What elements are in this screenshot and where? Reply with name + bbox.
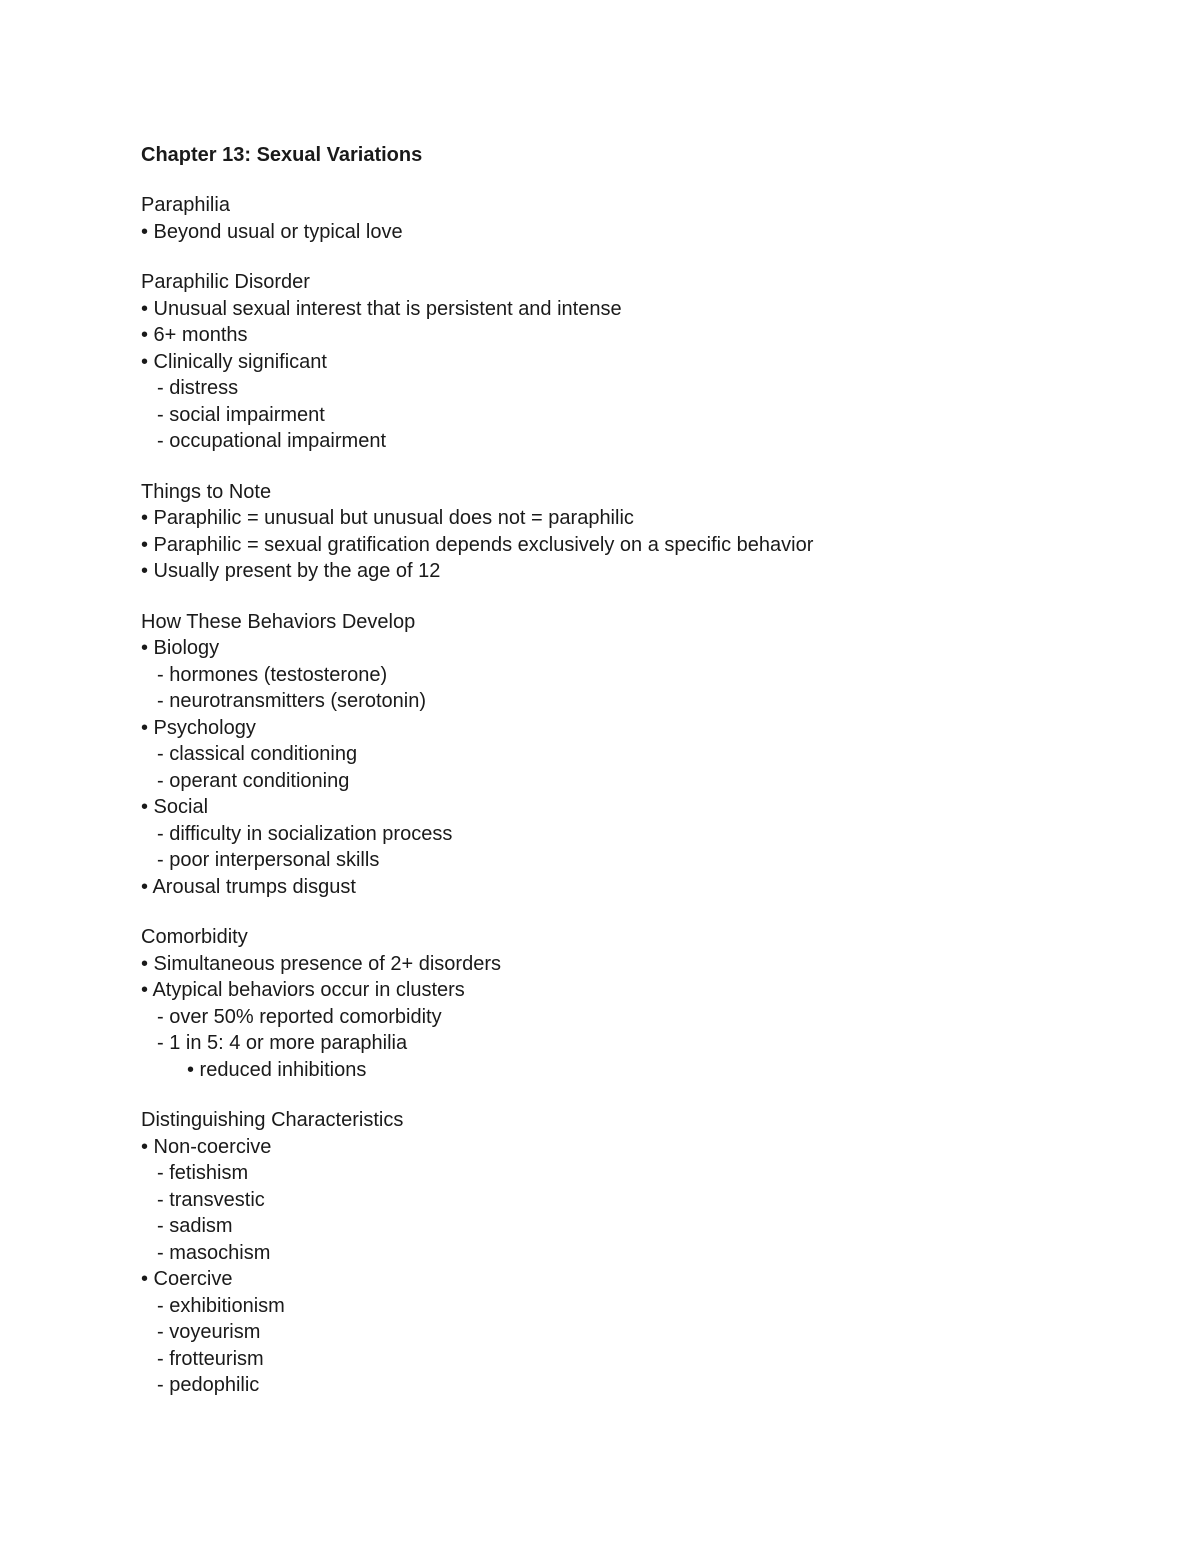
section <box>141 924 1101 1083</box>
sub-item: - poor interpersonal skills <box>157 849 380 871</box>
sub-item: - voyeurism <box>157 1321 261 1343</box>
bullet-item: • Social <box>141 796 209 818</box>
section-heading: How These Behaviors Develop <box>141 610 416 633</box>
bullet-item: • Clinically significant <box>141 350 327 373</box>
sub-item: - exhibitionism <box>157 1294 285 1317</box>
section-heading: Paraphilic Disorder <box>141 271 310 293</box>
sub-item: - transvestic <box>157 1188 265 1211</box>
sub-item: - classical conditioning <box>157 743 358 765</box>
section <box>141 479 1101 585</box>
bullet-item: • Biology <box>141 637 220 659</box>
section <box>141 609 1101 901</box>
bullet-item: • Unusual sexual interest that is persistent and intense <box>141 297 622 320</box>
bullet-item: • Arousal trumps disgust <box>141 875 356 898</box>
section-heading: Distinguishing Characteristics <box>141 1109 404 1131</box>
section-heading: Comorbidity <box>141 926 248 948</box>
bullet-item: • 6+ months <box>141 324 248 346</box>
bullet-item: • Atypical behaviors occur in clusters <box>141 979 465 1001</box>
section-heading: Things to Note <box>141 480 272 503</box>
sub-item: - operant conditioning <box>157 769 350 792</box>
document-sections <box>141 192 1101 1399</box>
sub-item: - hormones (testosterone) <box>157 663 388 686</box>
sub-item: - masochism <box>157 1241 271 1264</box>
sub-item: - distress <box>157 377 239 399</box>
sub-item: - difficulty in socialization process <box>157 822 453 845</box>
bullet-item: • Coercive <box>141 1268 233 1290</box>
bullet-item: • Non-coercive <box>141 1135 272 1158</box>
sub-sub-item: • reduced inhibitions <box>187 1058 367 1081</box>
section <box>141 1107 1101 1399</box>
sub-item: - fetishism <box>157 1162 249 1184</box>
sub-item: - over 50% reported comorbidity <box>157 1005 442 1028</box>
bullet-item: • Psychology <box>141 716 256 739</box>
section-heading: Paraphilia <box>141 194 230 216</box>
bullet-item: • Paraphilic = sexual gratification depends exclusively on a specific behavior <box>141 533 814 556</box>
sub-item: - frotteurism <box>157 1347 264 1370</box>
section <box>141 269 1101 455</box>
sub-item: - pedophilic <box>157 1374 260 1396</box>
sub-item: - social impairment <box>157 403 325 426</box>
sub-item: - neurotransmitters (serotonin) <box>157 690 426 712</box>
document-page <box>141 140 1101 1423</box>
section <box>141 192 1101 245</box>
sub-item: - 1 in 5: 4 or more paraphilia <box>157 1032 408 1054</box>
document-title: Chapter 13: Sexual Variations <box>141 144 423 166</box>
bullet-item: • Beyond usual or typical love <box>141 220 403 243</box>
bullet-item: • Usually present by the age of 12 <box>141 560 441 582</box>
sub-item: - sadism <box>157 1215 233 1237</box>
bullet-item: • Simultaneous presence of 2+ disorders <box>141 952 501 975</box>
bullet-item: • Paraphilic = unusual but unusual does not = paraphilic <box>141 507 634 529</box>
sub-item: - occupational impairment <box>157 430 386 452</box>
